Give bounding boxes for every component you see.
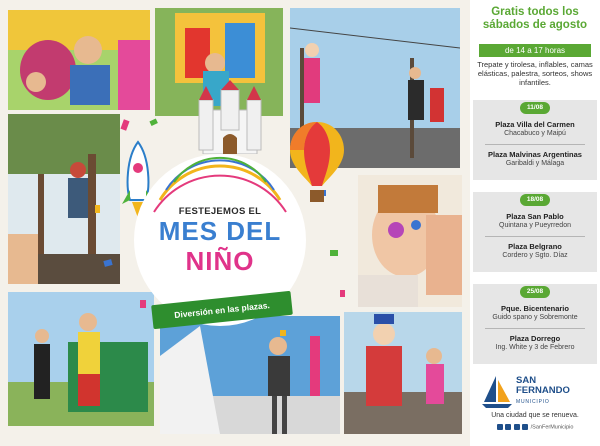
place-address: Quintana y Pueyrredon: [499, 222, 571, 229]
day-badge-3: 25/08: [520, 286, 550, 298]
place-3a: [473, 304, 597, 322]
badge-ribbon: Diversión en las plazas.: [151, 291, 293, 330]
day-badge-1: 11/08: [520, 102, 550, 114]
place-address: Ing. White y 3 de Febrero: [495, 344, 575, 351]
place-1a: [473, 120, 597, 138]
place-1b: [473, 150, 597, 168]
logo-name-1: SAN: [516, 375, 537, 386]
sailboat-logo-icon: [482, 374, 512, 408]
place-address: Cordero y Sgto. Díaz: [502, 252, 568, 259]
social-handle-row: [470, 424, 600, 430]
place-name: Pque. Bicentenario: [501, 304, 569, 313]
logo-sub: MUNICIPIO: [516, 399, 550, 405]
place-2b: [473, 242, 597, 260]
place-name: Plaza San Pablo: [506, 212, 564, 221]
place-address: Guido spano y Sobremonte: [492, 314, 578, 321]
twitter-icon: [505, 424, 511, 430]
place-name: Plaza Villa del Carmen: [495, 120, 575, 129]
social-handle: /SanFerMunicipio: [530, 424, 574, 431]
day-badge-2: 18/08: [520, 194, 550, 206]
divider: [485, 236, 585, 237]
logo-name-2: FERNANDO: [516, 385, 570, 396]
logo-name: [516, 376, 570, 396]
castle-icon: [195, 80, 265, 154]
badge-line-1: FESTEJEMOS EL: [178, 206, 262, 217]
badge-line-2-text: MES DEL: [158, 216, 282, 246]
badge-line-3-text: NIÑO: [185, 246, 255, 276]
day-block-2: [473, 192, 597, 272]
facebook-icon: [497, 424, 503, 430]
place-name: Plaza Malvinas Argentinas: [488, 150, 582, 159]
activities-text: Trepate y tirolesa, inflables, camas elásticas, palestra, sorteos, shows infantiles.: [477, 60, 593, 87]
place-3b: [473, 334, 597, 352]
instagram-icon: [514, 424, 520, 430]
slogan: Una ciudad que se renueva.: [491, 412, 579, 419]
place-name: Plaza Dorrego: [509, 334, 561, 343]
badge-line-3: [130, 246, 310, 277]
divider: [485, 328, 585, 329]
place-2a: [473, 212, 597, 230]
day-block-1: [473, 100, 597, 180]
municipio-logo: [478, 372, 596, 410]
youtube-icon: [522, 424, 528, 430]
hours-badge: de 14 a 17 horas: [479, 44, 591, 57]
place-address: Chacabuco y Maipú: [504, 130, 566, 137]
info-panel: [470, 0, 600, 446]
panel-headline: Gratis todos los sábados de agosto: [482, 6, 588, 31]
place-address: Garibaldi y Málaga: [505, 160, 565, 167]
badge-line-2: [130, 216, 310, 247]
place-name: Plaza Belgrano: [508, 242, 562, 251]
divider: [485, 144, 585, 145]
day-block-3: [473, 284, 597, 364]
